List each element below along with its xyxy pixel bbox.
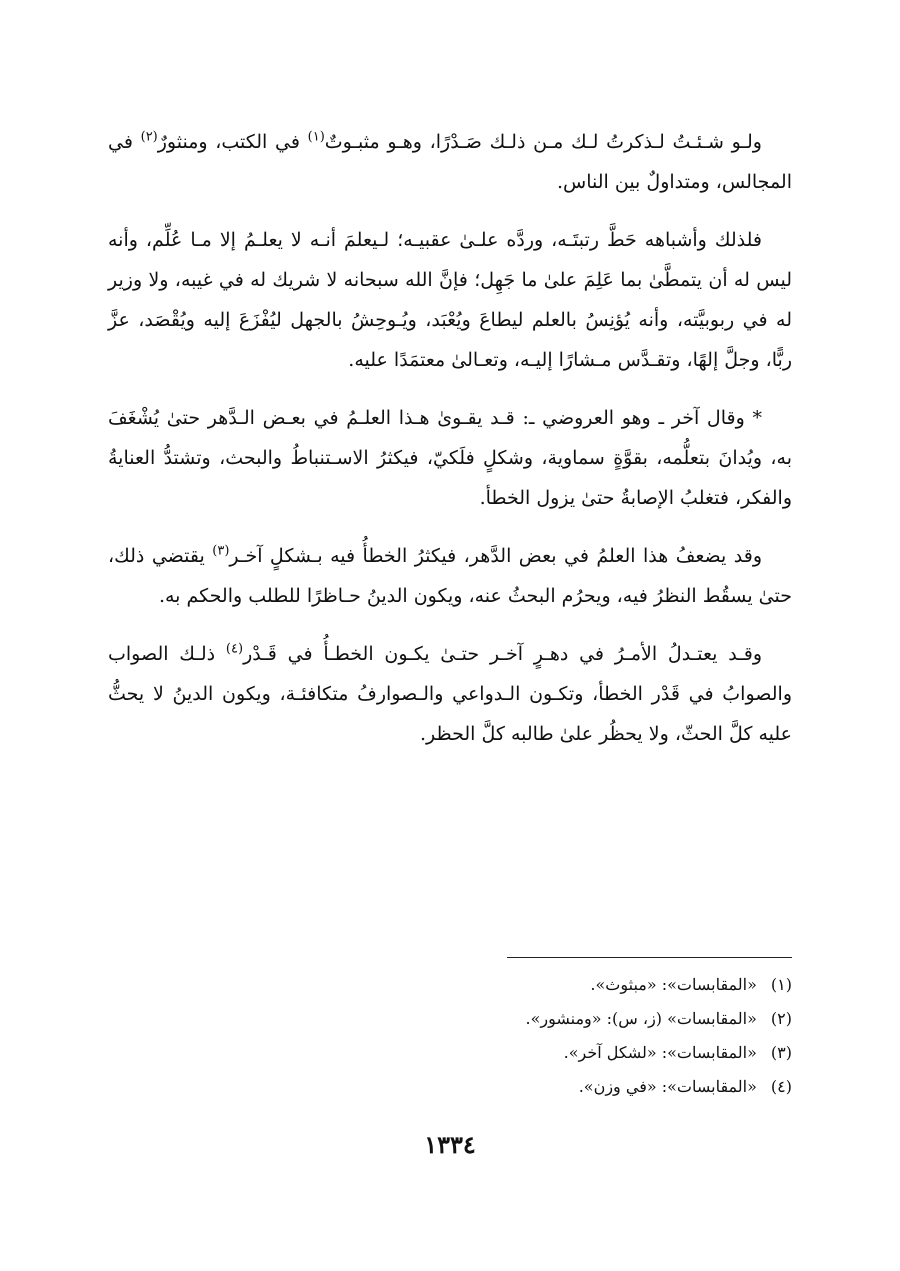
footnote-4 [108, 1070, 792, 1104]
text-run: ولـو شـئـتُ لـذكرتُ لـك مـن ذلـك صَـدْرًا، وهـو مثبـوتٌ [324, 131, 762, 153]
paragraph-3 [108, 398, 792, 518]
paragraph-5 [108, 634, 792, 754]
footnote-ref-3: (٣) [212, 543, 230, 559]
footnote-text: «المقابسات»: «لشكل آخر». [563, 1043, 757, 1062]
paragraph-2 [108, 220, 792, 380]
footnote-ref-4: (٤) [225, 641, 244, 657]
paragraph-1 [108, 122, 792, 202]
footnotes [108, 968, 792, 1104]
text-run: وقد يضعفُ هذا العلمُ في بعض الدَّهر، فيكثرُ الخطأُ فيه بـشكلٍ آخـر [229, 545, 763, 567]
text-run: فلذلك وأشباهه حَطَّ رتبتَـه، وردَّه علـىٰ عقبيـه؛ لـيعلمَ أنـه لا يعلـمُ إلا مـا عُلِّم، وأنه ليس له أن يتمطَّىٰ بما عَلِمَ علىٰ ما جَهِل؛ فإنَّ الله سبحانه لا شريك له في غيبه، ولا وزير له في ربوبيَّته، وأنه يُؤنِسُ بالعلم ليطاعَ ويُعْبَد، ويُـوحِشُ بالجهل ليُفْزَعَ إليه ويُقْصَد، عزَّ ربًّا، وجلَّ إلهًا، وتقـدَّس مـشارًا إليـه، وتعـالىٰ معتمَدًا عليه. [108, 229, 792, 371]
footnote-1 [108, 968, 792, 1002]
text-run: في الكتب، ومنثورٌ [157, 131, 308, 153]
footnote-ref-1: (١) [307, 129, 325, 145]
text-run: يقتضي ذلك، حتىٰ يسقُط النظرُ فيه، ويحرُم البحثُ عنه، ويكون الدينُ حـاظرًا للطلب والحكم به. [108, 545, 792, 607]
page-number: ١٣٣٤ [424, 1130, 476, 1159]
text-run: في المجالس، ومتداولٌ بين الناس. [108, 131, 792, 193]
paragraph-4 [108, 536, 792, 616]
text-run: * وقال آخر ـ وهو العروضي ـ: قـد يقـوىٰ هـذا العلـمُ في بعـض الـدَّهر حتىٰ يُشْغَفَ به، ويُدانَ بتعلُّمه، بقوَّةٍ سماوية، وشكلٍ فلَكيّ، فيكثرُ الاسـتنباطُ والبحث، وتشتدُّ العنايةُ والفكر، فتغلبُ الإصابةُ حتىٰ يزول الخطأ. [108, 407, 792, 509]
footnote-text: «المقابسات»: «في وزن». [578, 1077, 757, 1096]
footnote-ref-2: (٢) [140, 129, 158, 145]
footnote-3 [108, 1036, 792, 1070]
footnote-text: «المقابسات»: «مبثوث». [590, 975, 757, 994]
footnote-number: (٤) [770, 1077, 792, 1096]
footnote-number: (٣) [770, 1043, 792, 1062]
footnote-number: (١) [770, 975, 792, 994]
footnote-2 [108, 1002, 792, 1036]
footnote-text: «المقابسات» (ز، س): «ومنشور». [525, 1009, 757, 1028]
main-text [108, 122, 792, 772]
text-run: ذلـك الصواب والصوابُ في قَدْر الخطأ، وتكـون الـدواعي والـصوارفُ متكافئـة، ويكون الدينُ لا يحثُّ عليه كلَّ الحثّ، ولا يحظُر علىٰ طالبه كلَّ الحظر. [108, 643, 792, 745]
text-run: وقـد يعتـدلُ الأمـرُ في دهـرٍ آخـر حتـىٰ يكـون الخطـأُ في قَـدْر [243, 643, 763, 665]
footnote-number: (٢) [770, 1009, 792, 1028]
footnote-divider [507, 957, 792, 958]
